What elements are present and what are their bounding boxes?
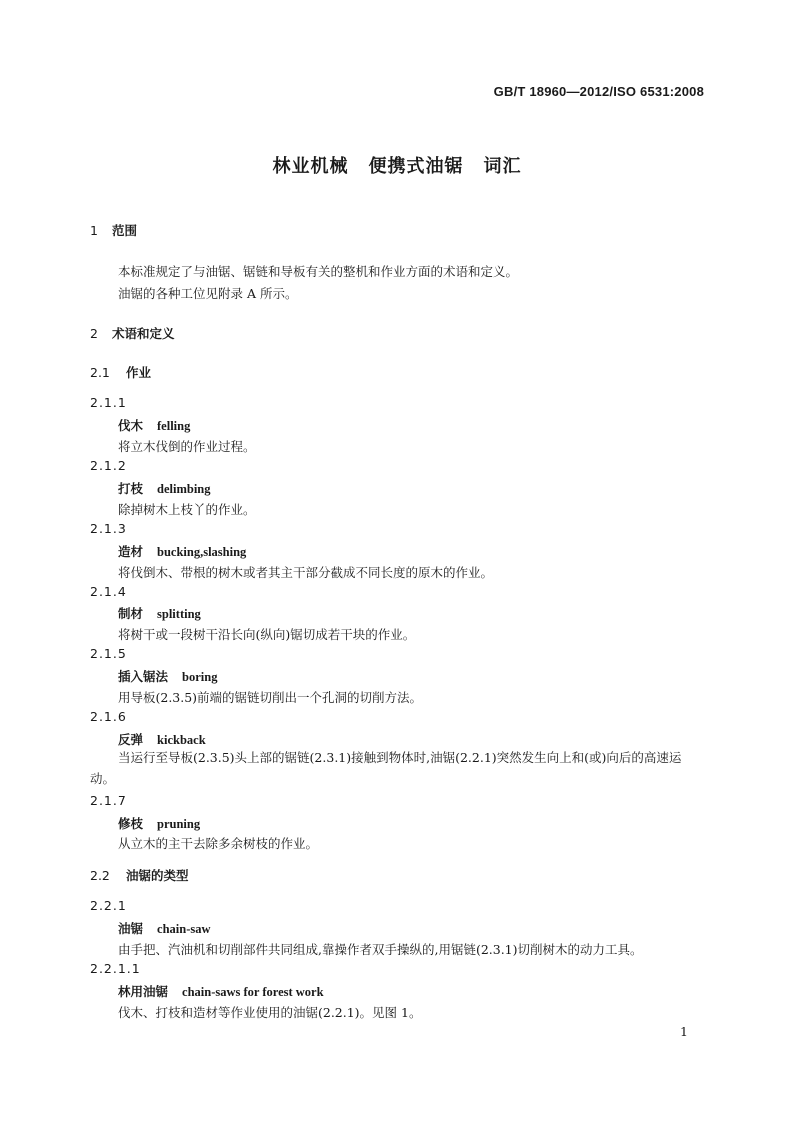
- term-forest-chain-saw: [118, 982, 324, 1000]
- section-number: 1: [90, 223, 98, 238]
- term-definition: 从立木的主干去除多余树枝的作业。: [118, 836, 319, 851]
- term-en: felling: [157, 419, 191, 433]
- section-title: 范围: [112, 223, 138, 238]
- section-title: 油锯的类型: [126, 868, 189, 883]
- title-part-3: 词汇: [483, 156, 522, 177]
- section-number: 2.2: [90, 868, 110, 883]
- page-number: 1: [680, 1024, 688, 1039]
- section-title: 术语和定义: [112, 326, 175, 341]
- section-heading-terms: [90, 324, 175, 342]
- term-en: splitting: [157, 607, 201, 621]
- term-pruning: [118, 814, 200, 832]
- term-zh: 林用油锯: [118, 984, 169, 999]
- section-number: 2: [90, 326, 98, 341]
- term-boring: [118, 667, 217, 685]
- term-bucking: [118, 542, 246, 560]
- clause-number: 2.1.7: [90, 793, 127, 808]
- term-kickback: [118, 730, 206, 748]
- term-definition: 将立木伐倒的作业过程。: [118, 439, 256, 454]
- term-splitting: [118, 604, 201, 622]
- clause-number: 2.2.1: [90, 898, 127, 913]
- clause-number: 2.1.6: [90, 709, 127, 724]
- section-heading-scope: [90, 221, 137, 239]
- term-definition: 用导板(2.3.5)前端的锯链切削出一个孔洞的切削方法。: [118, 690, 423, 705]
- term-zh: 油锯: [118, 921, 144, 936]
- clause-number: 2.1.4: [90, 584, 127, 599]
- term-zh: 伐木: [118, 418, 144, 433]
- section-title: 作业: [126, 365, 152, 380]
- term-en: chain-saw: [157, 922, 211, 936]
- section-number: 2.1: [90, 365, 110, 380]
- title-part-2: 便携式油锯: [368, 156, 464, 177]
- term-en: kickback: [157, 733, 206, 747]
- scope-paragraph-1: 本标准规定了与油锯、锯链和导板有关的整机和作业方面的术语和定义。: [118, 264, 519, 279]
- term-definition: 将树干或一段树干沿长向(纵向)锯切成若干块的作业。: [118, 627, 416, 642]
- document-title: [0, 152, 794, 178]
- term-delimbing: [118, 479, 211, 497]
- term-en: chain-saws for forest work: [182, 985, 324, 999]
- clause-number: 2.1.3: [90, 521, 127, 536]
- clause-number: 2.1.5: [90, 646, 127, 661]
- term-zh: 插入锯法: [118, 669, 169, 684]
- term-definition: 由手把、汽油机和切削部件共同组成,靠操作者双手操纵的,用锯链(2.3.1)切削树木的动力工具。: [118, 942, 643, 957]
- term-en: delimbing: [157, 482, 211, 496]
- term-zh: 打枝: [118, 481, 144, 496]
- term-zh: 反弹: [118, 732, 144, 747]
- term-en: boring: [182, 670, 218, 684]
- section-heading-chainsaw-types: [90, 866, 189, 884]
- term-zh: 造材: [118, 544, 144, 559]
- section-heading-operations: [90, 363, 151, 381]
- term-zh: 制材: [118, 606, 144, 621]
- clause-number: 2.1.2: [90, 458, 127, 473]
- term-en: bucking,slashing: [157, 545, 247, 559]
- term-definition: 伐木、打枝和造材等作业使用的油锯(2.2.1)。见图 1。: [118, 1005, 422, 1020]
- term-felling: [118, 416, 190, 434]
- term-zh: 修枝: [118, 816, 144, 831]
- term-chain-saw: [118, 919, 211, 937]
- clause-number: 2.2.1.1: [90, 961, 141, 976]
- clause-number: 2.1.1: [90, 395, 127, 410]
- term-definition: 当运行至导板(2.3.5)头上部的锯链(2.3.1)接触到物体时,油锯(2.2.1)突然发生向上和(或)向后的高速运动。: [90, 750, 682, 786]
- term-en: pruning: [157, 817, 201, 831]
- standard-number: GB/T 18960—2012/ISO 6531:2008: [493, 84, 704, 99]
- scope-paragraph-2: 油锯的各种工位见附录 A 所示。: [118, 286, 298, 301]
- title-part-1: 林业机械: [272, 156, 349, 177]
- term-definition: 除掉树木上枝丫的作业。: [118, 502, 256, 517]
- term-definition: 将伐倒木、带根的树木或者其主干部分截成不同长度的原木的作业。: [118, 565, 494, 580]
